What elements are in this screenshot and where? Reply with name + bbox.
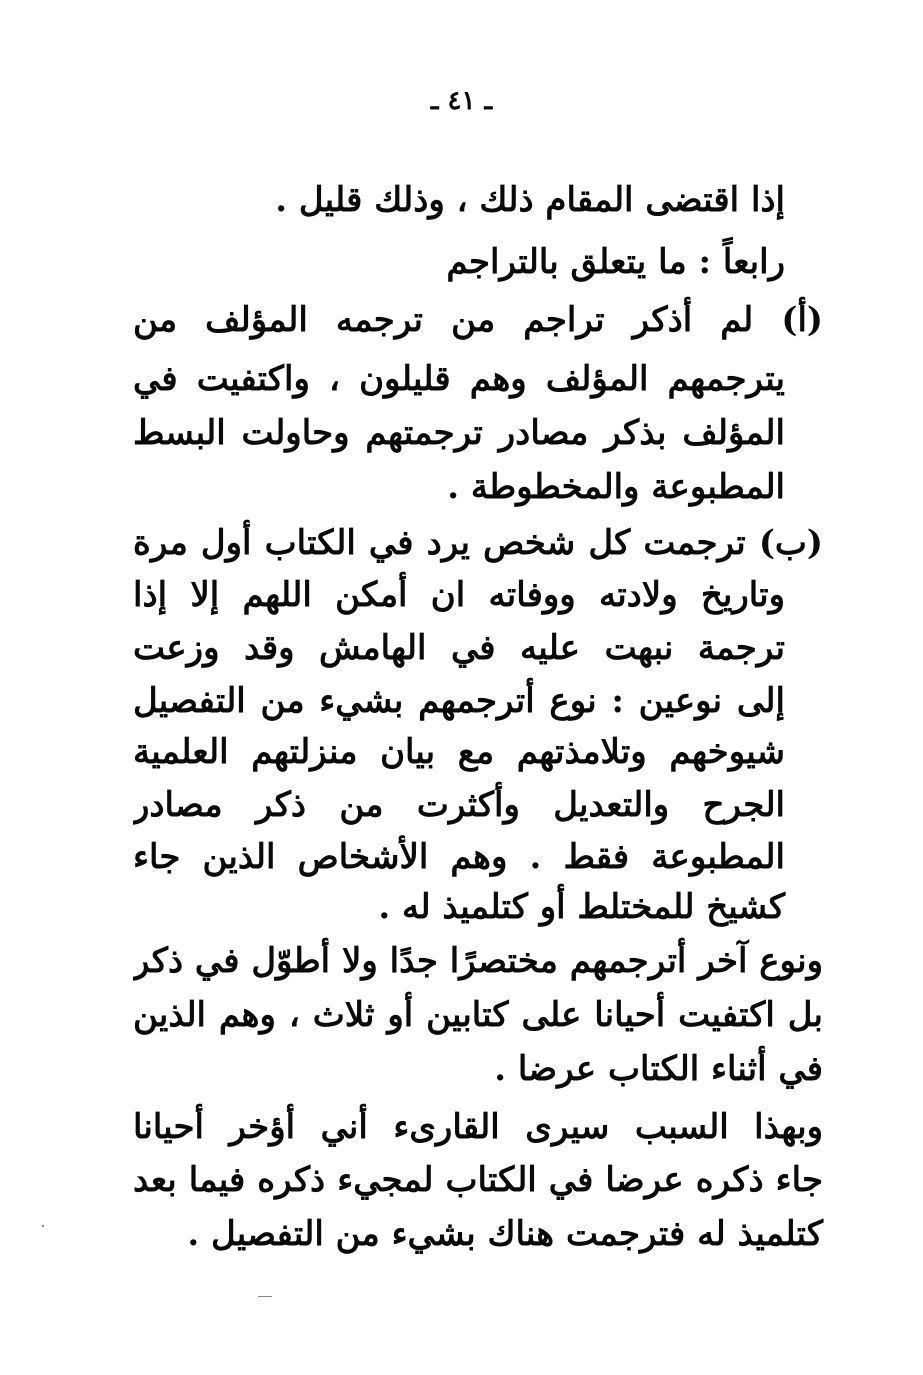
page-number: ـ ٤١ ـ bbox=[430, 86, 493, 116]
text-line: (ب) ترجمت كل شخص يرد في الكتاب أول مرة bbox=[133, 523, 823, 563]
scan-speck bbox=[258, 1296, 272, 1297]
text-line: يترجمهم المؤلف وهم قليلون ، واكتفيت في bbox=[133, 359, 785, 399]
text-line: جاء ذكره عرضا في الكتاب لمجيء ذكره فيما بعد bbox=[133, 1160, 823, 1200]
text-line: وتاريخ ولادته ووفاته ان أمكن اللهم إلا إذا bbox=[133, 575, 785, 615]
text-line: وبهذا السبب سيرى القارىء أني أؤخر أحيانا bbox=[133, 1107, 823, 1147]
text-line: (أ) لم أذكر تراجم من ترجمه المؤلف من bbox=[133, 300, 823, 340]
text-line: كشيخ للمختلط أو كتلميذ له . bbox=[378, 887, 785, 927]
text-line: إذا اقتضى المقام ذلك ، وذلك قليل . bbox=[275, 180, 785, 220]
text-line: شيوخهم وتلامذتهم مع بيان منزلتهم العلمية bbox=[133, 732, 785, 772]
text-line: المؤلف بذكر مصادر ترجمتهم وحاولت البسط bbox=[133, 413, 785, 453]
text-line: بل اكتفيت أحيانا على كتابين أو ثلاث ، وهم الذين bbox=[133, 995, 823, 1035]
text-line: الجرح والتعديل وأكثرت من ذكر مصادر bbox=[133, 785, 785, 825]
text-line: في أثناء الكتاب عرضا . bbox=[494, 1049, 823, 1089]
text-line: ونوع آخر أترجمهم مختصرًا جدًا ولا أطوّل في ذكر bbox=[133, 941, 823, 981]
text-line: كتلميذ له فترجمت هناك بشيء من التفصيل . bbox=[187, 1214, 823, 1254]
text-line: المطبوعة والمخطوطة . bbox=[447, 467, 785, 507]
scan-speck bbox=[42, 1225, 44, 1227]
text-line: إلى نوعين : نوع أترجمهم بشيء من التفصيل bbox=[133, 681, 785, 721]
text-line: ترجمة نبهت عليه في الهامش وقد وزعت bbox=[133, 628, 785, 668]
section-heading: رابعاً : ما يتعلق بالتراجم bbox=[446, 242, 785, 282]
text-line: المطبوعة فقط . وهم الأشخاص الذين جاء bbox=[133, 837, 785, 877]
